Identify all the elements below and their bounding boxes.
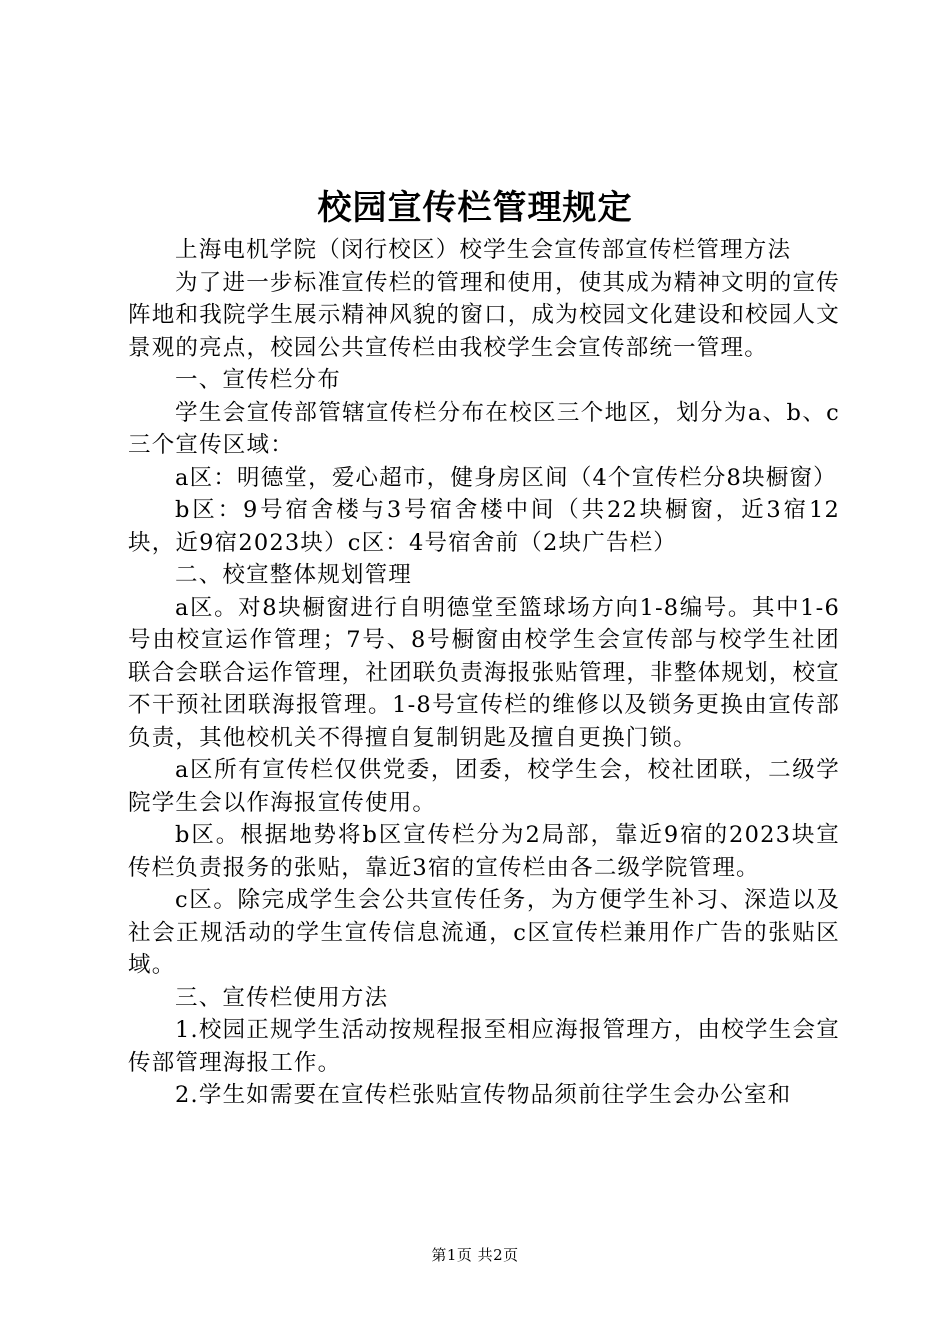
paragraph-planning-a: a区。对8块橱窗进行自明德堂至篮球场方向1-8编号。其中1-6号由校宣运作管理；7号、8号橱窗由校学生会宣传部与校学生社团联合会联合运作管理，社团联负责海报张贴管理，非整体规划，校宣不干预社团联海报管理。1-8号宣传栏的维修以及锁务更换由宣传部负责，其他校机关不得擅自复制钥匙及擅自更换门锁。 [128,594,840,751]
paragraph-intro: 为了进一步标准宣传栏的管理和使用，使其成为精神文明的宣传阵地和我院学生展示精神风貌的窗口，成为校园文化建设和校园人文景观的亮点，校园公共宣传栏由我校学生会宣传部统一管理。 [128,269,840,361]
paragraph-zone-a: a区：明德堂，爱心超市，健身房区间（4个宣传栏分8块橱窗） [175,464,837,491]
paragraph-distribution: 学生会宣传部管辖宣传栏分布在校区三个地区，划分为a、b、c三个宣传区域： [128,399,840,458]
paragraph-zone-b-c: b区：9号宿舍楼与3号宿舍楼中间（共22块橱窗，近3宿12块，近9宿2023块）c区：4号宿舍前（2块广告栏） [128,497,840,556]
section-heading-planning: 二、校宣整体规划管理 [175,562,413,588]
paragraph-subtitle: 上海电机学院（闵行校区）校学生会宣传部宣传栏管理方法 [175,237,792,263]
document-title: 校园宣传栏管理规定 [317,188,633,228]
page-footer: 第1页 共2页 [431,1246,519,1264]
paragraph-usage-2: 2.学生如需要在宣传栏张贴宣传物品须前往学生会办公室和 [175,1082,792,1108]
paragraph-planning-b: b区。根据地势将b区宣传栏分为2局部，靠近9宿的2023块宣传栏负责报务的张贴，靠近3宿的宣传栏由各二级学院管理。 [128,822,840,881]
paragraph-planning-c: c区。除完成学生会公共宣传任务，为方便学生补习、深造以及社会正规活动的学生宣传信息流通，c区宣传栏兼用作广告的张贴区域。 [128,887,840,978]
paragraph-usage-1: 1.校园正规学生活动按规程报至相应海报管理方，由校学生会宣传部管理海报工作。 [128,1017,840,1076]
section-heading-distribution: 一、宣传栏分布 [175,367,341,393]
paragraph-planning-a-usage: a区所有宣传栏仅供党委，团委，校学生会，校社团联，二级学院学生会以作海报宣传使用。 [128,757,840,816]
section-heading-usage: 三、宣传栏使用方法 [175,984,389,1011]
document-body [128,234,840,1112]
